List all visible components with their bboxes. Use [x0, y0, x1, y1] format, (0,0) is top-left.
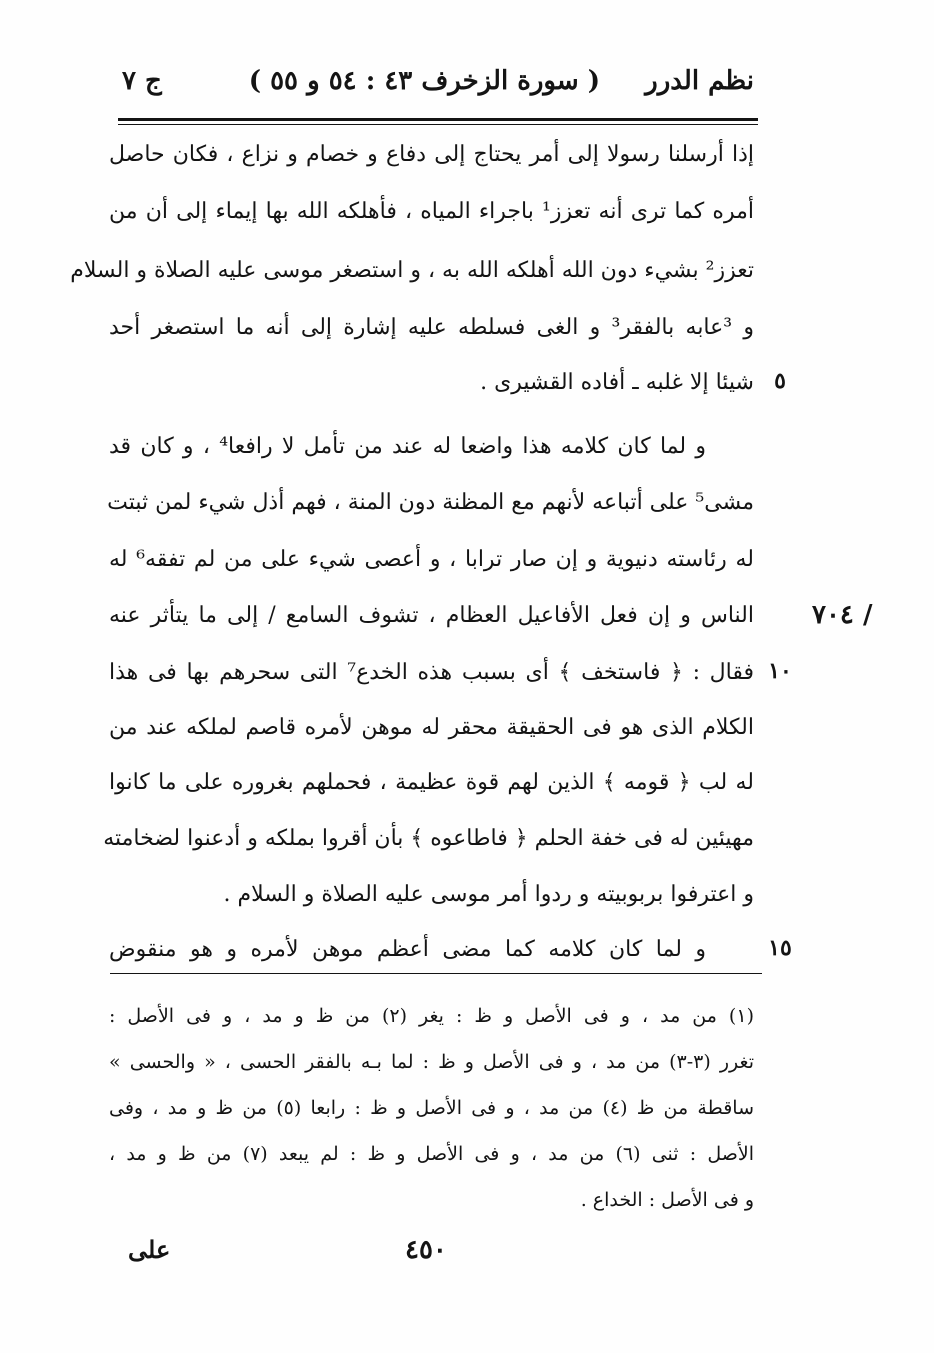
footnote-line: الأصل : ثنى (٦) من مد ، و فى الأصل و ظ : لم يبعد (٧) من ظ و مد ، [109, 1143, 755, 1165]
text-line: و لما كان كلامه كما مضى أعظم موهن لأمره و هو منقوض [109, 937, 706, 962]
footnote-line: و فى الأصل : الخداع . [580, 1189, 754, 1211]
text-line: الناس و إن فعل الأفاعيل العظام ، تشوف السامع / إلى ما يتأثر عنه [109, 603, 754, 628]
text-line: مشى⁵ على أتباعه لأنهم مع المظنة دون المنة ، فهم أذل شيء لمن ثبتت [107, 490, 754, 515]
header-rule-thin [118, 124, 758, 125]
footnote-line: (١) من مد ، و فى الأصل و ظ : يغر (٢) من ظ و مد ، و فى الأصل : [109, 1005, 754, 1027]
text-line: أمره كما ترى أنه تعزز¹ باجراء المياه ، فأهلكه الله بها إيماء إلى أن من [109, 199, 754, 224]
text-line: شيئا إلا غلبه ـ أفاده القشيرى . [480, 370, 754, 395]
text-line: الكلام الذى هو فى الحقيقة محقر له موهن لأمره قاصم لملكه عند من [109, 715, 754, 740]
page-number: ٤٥٠ [405, 1235, 447, 1265]
text-line: له لب ﴿ قومه ﴾ الذين لهم قوة عظيمة ، فحملهم بغروره على ما كانوا [109, 770, 754, 795]
line-number: ١٠ [768, 658, 792, 684]
footnote-line: تغرر (٣-٣) من مد ، و فى الأصل و ظ : لما بـه بالفقر الحسى ، « والحسى » [109, 1051, 754, 1073]
manuscript-page-ref: ٧٠٤ / [812, 600, 873, 630]
footnote-separator [110, 973, 762, 974]
footnote-line: ساقطة من ظ (٤) من مد ، و فى الأصل و ظ : رابعا (٥) من ظ و مد ، وفى [109, 1097, 754, 1119]
catchword: على [128, 1235, 171, 1264]
surah-reference: ( سورة الزخرف ٤٣ : ٥٤ و ٥٥ ) [248, 66, 600, 96]
text-line: له رئاسته دنيوية و إن صار ترابا ، و أعصى شيء على من لم تفقه⁶ له [109, 547, 754, 572]
book-title: نظم الدرر [645, 66, 754, 96]
text-line: تعزز² بشيء دون الله أهلكه الله به ، و استصغر موسى عليه الصلاة و السلام [70, 258, 754, 283]
line-number: ٥ [774, 368, 786, 394]
text-line: و لما كان كلامه هذا واضعا له عند من تأمل لا رافعا⁴ ، و كان قد [109, 434, 706, 459]
text-line: مهيئين له فى خفة الحلم ﴿ فاطاعوه ﴾ بأن أقروا بملكه و أدعنوا لضخامته [103, 826, 754, 851]
text-line: إذا أرسلنا رسولا إلى أمر يحتاج إلى دفاع و خصام و نزاع ، فكان حاصل [109, 142, 754, 167]
volume-number: ج ٧ [122, 66, 162, 96]
text-line: و اعترفوا بربوبيته و ردوا أمر موسى عليه الصلاة و السلام . [223, 882, 754, 907]
header-rule [118, 118, 758, 121]
line-number: ١٥ [768, 935, 792, 961]
text-line: فقال : ﴿ فاستخف ﴾ أى بسبب هذه الخدع⁷ التى سحرهم بها فى هذا [109, 660, 754, 685]
text-line: و ³عابه بالفقر³ و الغى فسلطه عليه إشارة إلى أنه ما استصغر أحد [109, 315, 754, 340]
